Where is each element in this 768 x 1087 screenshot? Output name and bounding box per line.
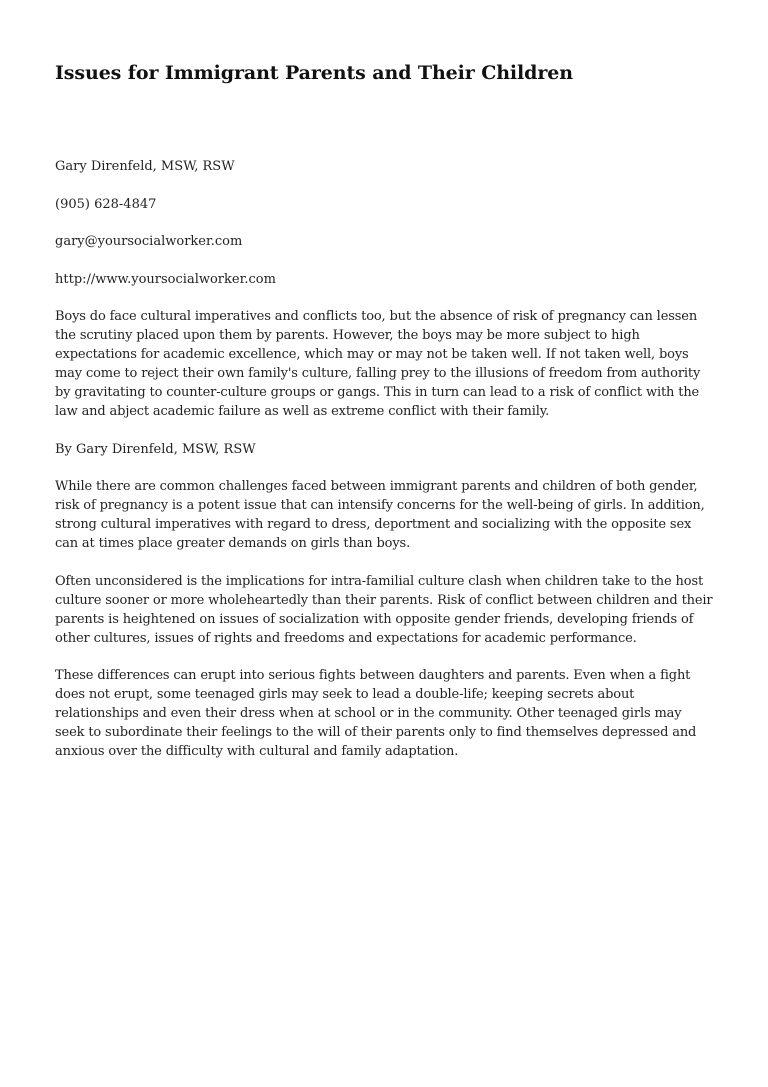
fights-paragraph: These differences can erupt into serious fights between daughters and parents. Even when a fight does not erupt, some teenaged girls may seek to lead a double-life; keeping secrets about relationships and even their dress when at school or in the community. Other teenaged girls may seek to subordinate their feelings to the will of their parents only to find themselves depressed and anxious over the difficulty with cultural and family adaptation. (55, 668, 697, 759)
phone-number: (905) 628-4847 (55, 196, 157, 212)
byline: By Gary Direnfeld, MSW, RSW (55, 441, 256, 457)
document-body (55, 157, 713, 761)
author-line: Gary Direnfeld, MSW, RSW (55, 159, 235, 174)
culture-clash-paragraph: Often unconsidered is the implications for intra-familial culture clash when children take to the host culture sooner or more wholeheartedly than their parents. Risk of conflict between children and their parents is heightened on issues of socialization with opposite gender friends, developing friends of other cultures, issues of rights and freedoms and expectations for academic performance. (55, 573, 713, 646)
summary-paragraph: Boys do face cultural imperatives and conflicts too, but the absence of risk of pregnancy can lessen the scrutiny placed upon them by parents. However, the boys may be more subject to high expectations for academic excellence, which may or may not be taken well. If not taken well, boys may come to reject their own family's culture, falling prey to the illusions of freedom from authority by gravitating to counter-culture groups or gangs. This in turn can lead to a risk of conflict with the law and abject academic failure as well as extreme conflict with their family. (55, 309, 701, 419)
email-address: gary@yoursocialworker.com (55, 234, 243, 249)
document-title: Issues for Immigrant Parents and Their Children (55, 62, 573, 84)
intro-paragraph: While there are common challenges faced between immigrant parents and children of both gender, risk of pregnancy is a potent issue that can intensify concerns for the well-being of girls. In addition, strong cultural imperatives with regard to dress, deportment and socializing with the opposite sex can at times place greater demands on girls than boys. (55, 479, 705, 551)
document-page (55, 0, 713, 780)
website-url: http://www.yoursocialworker.com (55, 271, 276, 287)
